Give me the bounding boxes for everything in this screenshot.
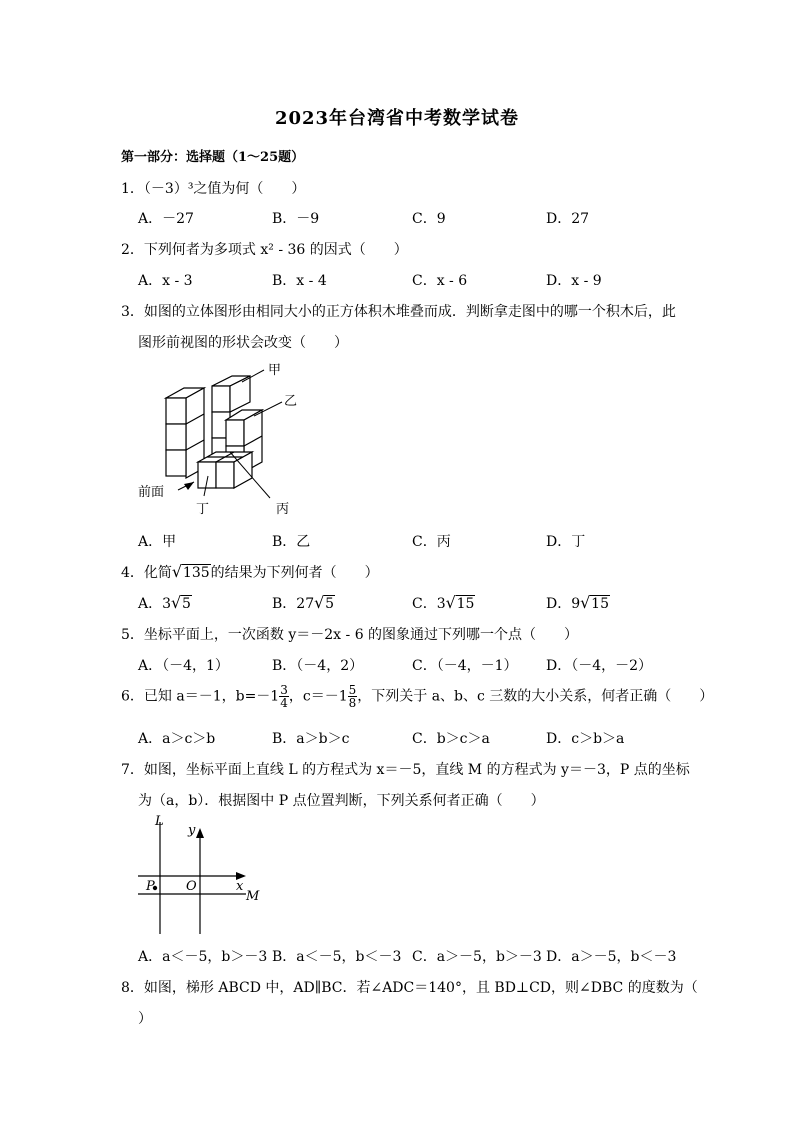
q4-stem-pre: 4．化简	[121, 565, 172, 581]
label-x: x	[236, 879, 244, 894]
label-jia: 甲	[268, 363, 282, 378]
question-8-stem-line1: 8．如图，梯形 ABCD 中，AD∥BC．若∠ADC＝140°，且 BD⊥CD，则∠DBC 的度数为（	[121, 980, 698, 996]
q3-option-b: B．乙	[272, 534, 311, 550]
q4-option-b: B．27 √ 5	[272, 593, 335, 612]
q1-option-b: B．－9	[272, 211, 320, 227]
q2-option-d: D．x - 9	[546, 273, 602, 289]
q2-option-a: A．x - 3	[138, 273, 193, 289]
section-heading: 第一部分：选择题（1～25题）	[121, 150, 305, 165]
exam-title: 2023年台湾省中考数学试卷	[274, 108, 520, 129]
q1-option-d: D．27	[546, 211, 590, 227]
q7-option-d: D．a＞－5，b＜－3	[546, 949, 677, 965]
q6-option-a: A．a＞c＞b	[138, 731, 216, 747]
q3-option-d: D．丁	[546, 534, 586, 550]
q7-option-a: A．a＜－5，b＞－3	[138, 949, 268, 965]
q7-option-c: C．a＞－5，b＞－3	[412, 949, 542, 965]
q2-option-c: C．x - 6	[412, 273, 468, 289]
q4-option-c: C．3 √ 15	[412, 593, 475, 612]
label-yi: 乙	[284, 394, 298, 409]
question-3-stem-line1: 3．如图的立体图形由相同大小的正方体积木堆叠而成．判断拿走图中的哪一个积木后，此	[121, 304, 676, 320]
question-5-stem: 5．坐标平面上，一次函数 y＝－2x - 6 的图象通过下列哪一个点（ ）	[121, 627, 579, 643]
label-M: M	[246, 889, 260, 904]
q1-option-c: C．9	[412, 211, 446, 227]
question-7-stem-line1: 7．如图，坐标平面上直线 L 的方程式为 x＝－5，直线 M 的方程式为 y＝－3，P 点的坐标	[121, 762, 690, 778]
label-ding: 丁	[196, 502, 210, 517]
question-6-stem: 6．已知 a＝－1，b=－1 $\frac{3}{4}$ ，c＝－1 $\frac{5}{8}$ ，下列关于 a、b、c 三数的大小关系，何者正确（ ）	[121, 683, 714, 710]
q2-option-b: B．x - 4	[272, 273, 327, 289]
q6-option-b: B．a＞b＞c	[272, 731, 350, 747]
label-L: L	[155, 814, 164, 829]
q4-radical: √ 135	[171, 562, 210, 581]
q5-option-a: A．（－4，1）	[138, 658, 229, 674]
label-y: y	[188, 823, 196, 838]
question-4-stem	[121, 562, 379, 582]
question-1-stem: 1．（－3）³之值为何（ ）	[121, 181, 306, 197]
cube-stack-figure	[134, 358, 314, 518]
q4-option-d: D．9 √ 15	[546, 593, 609, 612]
q7-option-b: B．a＜－5，b＜－3	[272, 949, 402, 965]
label-front: 前面	[138, 485, 165, 500]
q3-option-a: A．甲	[138, 534, 177, 550]
q6-option-c: C．b＞c＞a	[412, 731, 490, 747]
q5-option-c: C．（－4，－1）	[412, 658, 518, 674]
q5-option-b: B．（－4，2）	[272, 658, 364, 674]
label-bing: 丙	[276, 502, 290, 517]
question-7-stem-line2: 为（a，b）．根据图中 P 点位置判断，下列关系何者正确（ ）	[138, 793, 545, 809]
label-P: P	[146, 879, 155, 894]
q1-option-a: A．－27	[138, 211, 194, 227]
q3-option-c: C．丙	[412, 534, 451, 550]
q4-stem-post: 的结果为下列何者（ ）	[210, 565, 379, 581]
question-3-stem-line2: 图形前视图的形状会改变（ ）	[138, 335, 348, 351]
coordinate-figure	[138, 812, 268, 937]
question-8-stem-line2: ）	[138, 1011, 152, 1027]
question-2-stem: 2．下列何者为多项式 x² - 36 的因式（ ）	[121, 242, 408, 258]
q5-option-d: D．（－4，－2）	[546, 658, 653, 674]
q4-option-a: A．3 √ 5	[138, 593, 191, 612]
q6-option-d: D．c＞b＞a	[546, 731, 625, 747]
label-O: O	[186, 879, 197, 894]
